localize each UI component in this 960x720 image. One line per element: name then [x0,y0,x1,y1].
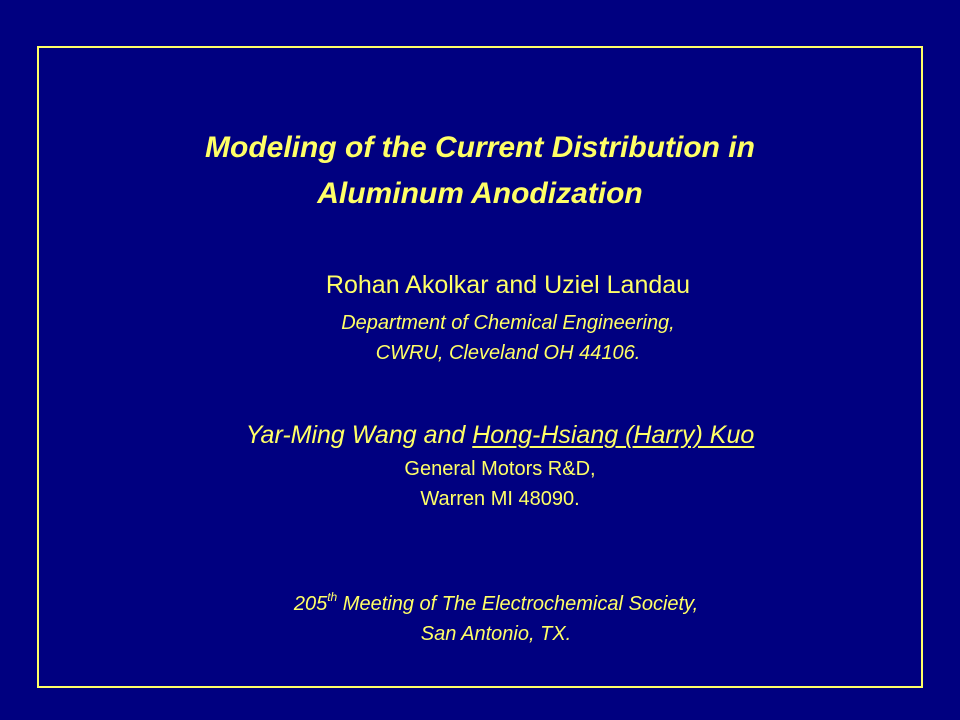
conference-name: Meeting of The Electrochemical Society, [337,593,699,615]
conference-number: 205 [293,593,328,615]
affiliation-1-line-2: CWRU, Cleveland OH 44106. [375,342,641,364]
affiliation-1-line-1: Department of Chemical Engineering, [341,312,675,334]
title-line-1: Modeling of the Current Distribution in [205,131,755,164]
author-wang: Yar-Ming Wang and [245,421,473,449]
conference-line-2: San Antonio, TX. [420,623,572,645]
conference-ordinal: th [327,590,338,604]
authors-group-1: Rohan Akolkar and Uziel Landau [325,271,691,299]
affiliation-2-line-2: Warren MI 48090. [420,488,580,510]
conference-line-1 [16,591,960,617]
authors-group-2 [20,419,960,451]
title-line-2: Aluminum Anodization [317,177,643,210]
affiliation-2-line-1: General Motors R&D, [404,458,596,480]
author-kuo-underlined: Hong-Hsiang (Harry) Kuo [472,421,755,449]
